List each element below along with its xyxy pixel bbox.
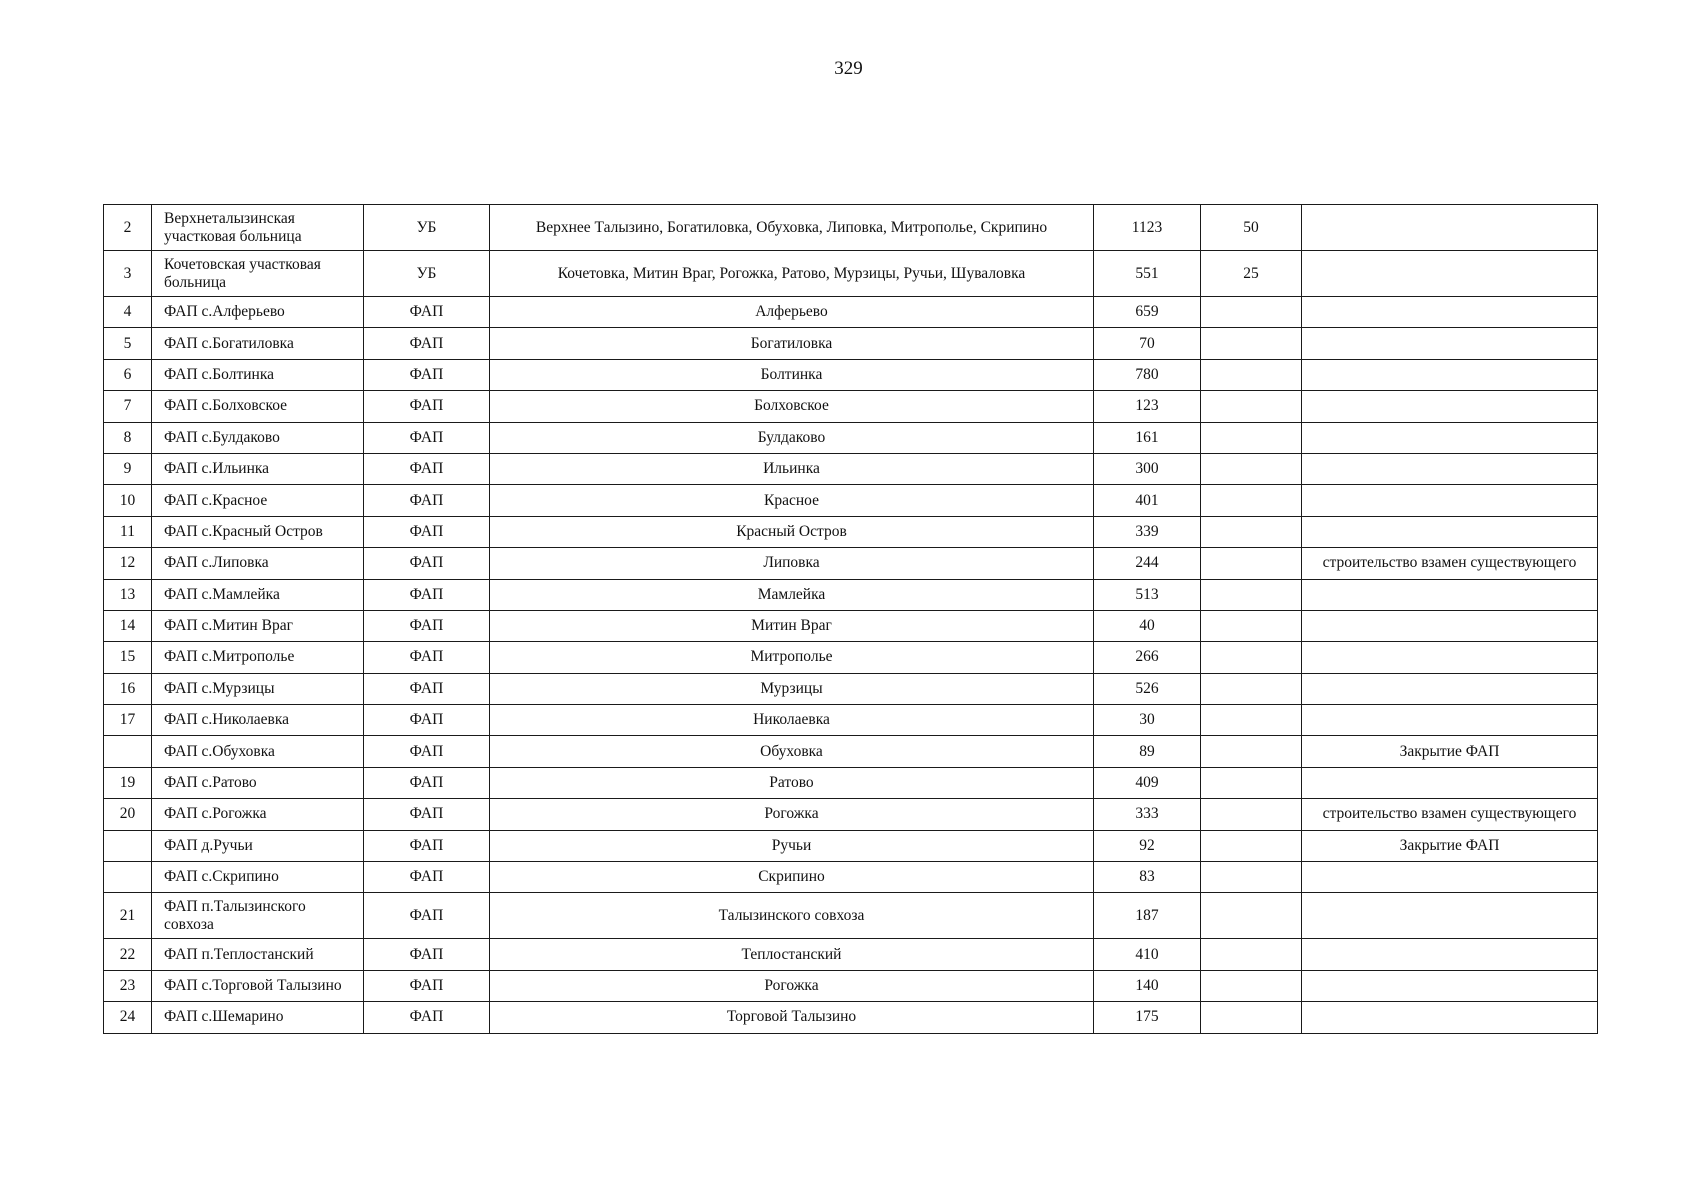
note-cell: строительство взамен существующего <box>1302 548 1598 579</box>
facility-name: ФАП с.Красное <box>152 485 364 516</box>
table-row <box>104 1002 1598 1033</box>
note-cell <box>1302 205 1598 251</box>
note-cell <box>1302 939 1598 970</box>
row-number: 22 <box>104 939 152 970</box>
facility-name: ФАП с.Болховское <box>152 391 364 422</box>
service-area: Торговой Талызино <box>490 1002 1094 1033</box>
facility-type: ФАП <box>364 970 490 1001</box>
population-count: 40 <box>1094 610 1201 641</box>
service-area: Липовка <box>490 548 1094 579</box>
row-number: 20 <box>104 799 152 830</box>
service-area: Алферьево <box>490 297 1094 328</box>
facility-type: ФАП <box>364 610 490 641</box>
facility-type: ФАП <box>364 862 490 893</box>
facility-type: ФАП <box>364 359 490 390</box>
service-area: Болтинка <box>490 359 1094 390</box>
service-area: Скрипино <box>490 862 1094 893</box>
note-cell <box>1302 970 1598 1001</box>
facility-name: ФАП с.Алферьево <box>152 297 364 328</box>
service-area: Митрополье <box>490 642 1094 673</box>
table-row <box>104 673 1598 704</box>
population-count: 92 <box>1094 830 1201 861</box>
table-row <box>104 736 1598 767</box>
bed-count <box>1201 391 1302 422</box>
population-count: 513 <box>1094 579 1201 610</box>
population-count: 89 <box>1094 736 1201 767</box>
facility-type: ФАП <box>364 516 490 547</box>
note-cell <box>1302 705 1598 736</box>
service-area: Красный Остров <box>490 516 1094 547</box>
population-count: 83 <box>1094 862 1201 893</box>
row-number: 11 <box>104 516 152 547</box>
bed-count <box>1201 359 1302 390</box>
bed-count: 50 <box>1201 205 1302 251</box>
note-cell <box>1302 251 1598 297</box>
note-cell <box>1302 328 1598 359</box>
bed-count <box>1201 548 1302 579</box>
facility-name: ФАП п.Талызинского совхоза <box>152 893 364 939</box>
facility-type: ФАП <box>364 328 490 359</box>
bed-count <box>1201 485 1302 516</box>
row-number: 4 <box>104 297 152 328</box>
facility-name: ФАП с.Митрополье <box>152 642 364 673</box>
facility-name: ФАП с.Обуховка <box>152 736 364 767</box>
facility-type: ФАП <box>364 642 490 673</box>
table-row <box>104 767 1598 798</box>
row-number: 14 <box>104 610 152 641</box>
table-row <box>104 799 1598 830</box>
row-number: 17 <box>104 705 152 736</box>
row-number: 21 <box>104 893 152 939</box>
row-number: 10 <box>104 485 152 516</box>
note-cell <box>1302 673 1598 704</box>
row-number: 24 <box>104 1002 152 1033</box>
service-area: Теплостанский <box>490 939 1094 970</box>
population-count: 187 <box>1094 893 1201 939</box>
population-count: 140 <box>1094 970 1201 1001</box>
facility-name: ФАП с.Болтинка <box>152 359 364 390</box>
bed-count <box>1201 705 1302 736</box>
bed-count <box>1201 939 1302 970</box>
service-area: Булдаково <box>490 422 1094 453</box>
facility-name: ФАП с.Митин Враг <box>152 610 364 641</box>
row-number: 12 <box>104 548 152 579</box>
bed-count <box>1201 830 1302 861</box>
bed-count <box>1201 610 1302 641</box>
table-row <box>104 970 1598 1001</box>
note-cell: Закрытие ФАП <box>1302 736 1598 767</box>
facility-name: Кочетовская участковая больница <box>152 251 364 297</box>
table-row <box>104 297 1598 328</box>
facility-name: ФАП с.Липовка <box>152 548 364 579</box>
population-count: 161 <box>1094 422 1201 453</box>
table-body <box>104 205 1598 1034</box>
bed-count <box>1201 328 1302 359</box>
facility-type: ФАП <box>364 939 490 970</box>
population-count: 409 <box>1094 767 1201 798</box>
facility-name: ФАП с.Ильинка <box>152 453 364 484</box>
note-cell <box>1302 862 1598 893</box>
note-cell <box>1302 579 1598 610</box>
population-count: 551 <box>1094 251 1201 297</box>
row-number: 3 <box>104 251 152 297</box>
facility-type: ФАП <box>364 422 490 453</box>
facility-type: ФАП <box>364 548 490 579</box>
table-row <box>104 548 1598 579</box>
population-count: 300 <box>1094 453 1201 484</box>
facility-name: ФАП с.Богатиловка <box>152 328 364 359</box>
facility-name: ФАП с.Булдаково <box>152 422 364 453</box>
note-cell: Закрытие ФАП <box>1302 830 1598 861</box>
population-count: 659 <box>1094 297 1201 328</box>
population-count: 70 <box>1094 328 1201 359</box>
row-number: 16 <box>104 673 152 704</box>
note-cell <box>1302 642 1598 673</box>
facilities-table <box>103 204 1598 1034</box>
service-area: Мамлейка <box>490 579 1094 610</box>
note-cell <box>1302 485 1598 516</box>
facility-type: ФАП <box>364 830 490 861</box>
population-count: 123 <box>1094 391 1201 422</box>
bed-count <box>1201 516 1302 547</box>
facility-name: ФАП с.Николаевка <box>152 705 364 736</box>
note-cell <box>1302 391 1598 422</box>
bed-count <box>1201 736 1302 767</box>
page-number: 329 <box>834 58 863 79</box>
facility-type: ФАП <box>364 767 490 798</box>
facility-name: ФАП с.Торговой Талызино <box>152 970 364 1001</box>
table-row <box>104 516 1598 547</box>
service-area: Ручьи <box>490 830 1094 861</box>
service-area: Митин Враг <box>490 610 1094 641</box>
facility-name: ФАП с.Шемарино <box>152 1002 364 1033</box>
service-area: Богатиловка <box>490 328 1094 359</box>
facility-type: ФАП <box>364 579 490 610</box>
bed-count <box>1201 673 1302 704</box>
population-count: 30 <box>1094 705 1201 736</box>
row-number <box>104 862 152 893</box>
table-row <box>104 705 1598 736</box>
facility-name: Верхнеталызинская участковая больница <box>152 205 364 251</box>
facility-type: ФАП <box>364 391 490 422</box>
note-cell <box>1302 359 1598 390</box>
row-number: 6 <box>104 359 152 390</box>
row-number <box>104 736 152 767</box>
service-area: Рогожка <box>490 970 1094 1001</box>
facility-type: ФАП <box>364 893 490 939</box>
table-row <box>104 610 1598 641</box>
population-count: 266 <box>1094 642 1201 673</box>
row-number: 15 <box>104 642 152 673</box>
row-number: 23 <box>104 970 152 1001</box>
service-area: Болховское <box>490 391 1094 422</box>
note-cell <box>1302 1002 1598 1033</box>
bed-count <box>1201 893 1302 939</box>
bed-count <box>1201 767 1302 798</box>
facility-type: ФАП <box>364 485 490 516</box>
bed-count <box>1201 1002 1302 1033</box>
table-row <box>104 251 1598 297</box>
note-cell <box>1302 893 1598 939</box>
note-cell <box>1302 767 1598 798</box>
facility-type: ФАП <box>364 1002 490 1033</box>
population-count: 244 <box>1094 548 1201 579</box>
table-row <box>104 642 1598 673</box>
row-number: 2 <box>104 205 152 251</box>
facility-type: ФАП <box>364 453 490 484</box>
bed-count <box>1201 970 1302 1001</box>
row-number: 13 <box>104 579 152 610</box>
population-count: 339 <box>1094 516 1201 547</box>
row-number: 19 <box>104 767 152 798</box>
facility-type: ФАП <box>364 736 490 767</box>
bed-count <box>1201 642 1302 673</box>
facility-type: ФАП <box>364 297 490 328</box>
facility-type: УБ <box>364 251 490 297</box>
note-cell <box>1302 297 1598 328</box>
table-row <box>104 391 1598 422</box>
facility-name: ФАП с.Рогожка <box>152 799 364 830</box>
note-cell <box>1302 516 1598 547</box>
population-count: 401 <box>1094 485 1201 516</box>
note-cell <box>1302 610 1598 641</box>
table-row <box>104 422 1598 453</box>
population-count: 175 <box>1094 1002 1201 1033</box>
bed-count <box>1201 422 1302 453</box>
table-row <box>104 359 1598 390</box>
service-area: Мурзицы <box>490 673 1094 704</box>
service-area: Красное <box>490 485 1094 516</box>
table-row <box>104 939 1598 970</box>
table-row <box>104 205 1598 251</box>
population-count: 410 <box>1094 939 1201 970</box>
facility-name: ФАП с.Ратово <box>152 767 364 798</box>
service-area: Верхнее Талызино, Богатиловка, Обуховка, Липовка, Митрополье, Скрипино <box>490 205 1094 251</box>
facility-type: ФАП <box>364 673 490 704</box>
table-row <box>104 485 1598 516</box>
note-cell <box>1302 422 1598 453</box>
facility-name: ФАП с.Скрипино <box>152 862 364 893</box>
row-number <box>104 830 152 861</box>
bed-count <box>1201 297 1302 328</box>
facility-name: ФАП с.Мамлейка <box>152 579 364 610</box>
table-row <box>104 453 1598 484</box>
bed-count: 25 <box>1201 251 1302 297</box>
table-row <box>104 893 1598 939</box>
row-number: 5 <box>104 328 152 359</box>
facility-name: ФАП с.Мурзицы <box>152 673 364 704</box>
service-area: Рогожка <box>490 799 1094 830</box>
table-row <box>104 830 1598 861</box>
service-area: Талызинского совхоза <box>490 893 1094 939</box>
service-area: Николаевка <box>490 705 1094 736</box>
row-number: 7 <box>104 391 152 422</box>
service-area: Обуховка <box>490 736 1094 767</box>
row-number: 9 <box>104 453 152 484</box>
note-cell <box>1302 453 1598 484</box>
facility-type: ФАП <box>364 799 490 830</box>
population-count: 526 <box>1094 673 1201 704</box>
bed-count <box>1201 453 1302 484</box>
service-area: Кочетовка, Митин Враг, Рогожка, Ратово, Мурзицы, Ручьи, Шуваловка <box>490 251 1094 297</box>
row-number: 8 <box>104 422 152 453</box>
facility-type: ФАП <box>364 705 490 736</box>
population-count: 333 <box>1094 799 1201 830</box>
facility-name: ФАП д.Ручьи <box>152 830 364 861</box>
bed-count <box>1201 799 1302 830</box>
facility-name: ФАП с.Красный Остров <box>152 516 364 547</box>
facility-type: УБ <box>364 205 490 251</box>
table-row <box>104 328 1598 359</box>
service-area: Ильинка <box>490 453 1094 484</box>
table-row <box>104 579 1598 610</box>
population-count: 1123 <box>1094 205 1201 251</box>
service-area: Ратово <box>490 767 1094 798</box>
bed-count <box>1201 862 1302 893</box>
note-cell: строительство взамен существующего <box>1302 799 1598 830</box>
population-count: 780 <box>1094 359 1201 390</box>
table-row <box>104 862 1598 893</box>
bed-count <box>1201 579 1302 610</box>
facility-name: ФАП п.Теплостанский <box>152 939 364 970</box>
